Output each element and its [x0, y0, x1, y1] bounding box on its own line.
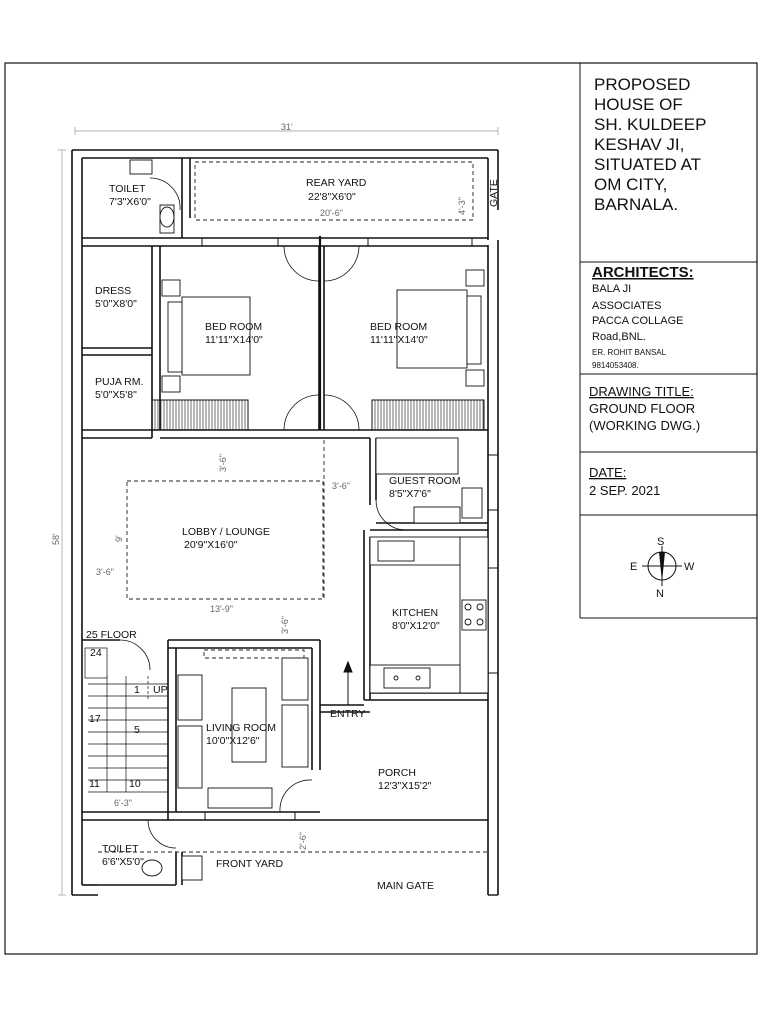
compass-w: W — [684, 561, 695, 573]
stair-1: 1 — [134, 684, 140, 696]
entry-label: ENTRY — [330, 708, 366, 720]
wc-bottom-icon — [182, 856, 202, 880]
drawing-title-line-2: (WORKING DWG.) — [589, 418, 701, 433]
puja-name: PUJA RM. — [95, 376, 144, 388]
architects-line-3: PACCA COLLAGE — [592, 315, 684, 327]
stair-17: 17 — [89, 713, 101, 725]
porch-size: 12'3"X15'2" — [378, 780, 432, 792]
lobby-width-dim: 13'-9" — [210, 604, 233, 614]
toilet-top-name: TOILET — [109, 183, 146, 195]
compass-n: N — [656, 588, 664, 600]
basin-top-icon — [130, 160, 152, 174]
toilet-top-size: 7'3"X6'0" — [109, 196, 151, 208]
lobby-size: 20'9"X16'0" — [184, 539, 238, 551]
main-gate-label: MAIN GATE — [377, 880, 434, 892]
guest-size: 8'5"X7'6" — [389, 488, 431, 500]
guest-gap-dim: 3'-6" — [332, 481, 350, 491]
rear-yard-size: 22'8"X6'0" — [308, 191, 356, 203]
guest-name: GUEST ROOM — [389, 475, 461, 487]
kitchen-name: KITCHEN — [392, 607, 439, 619]
furniture — [130, 160, 488, 880]
project-line-7: BARNALA. — [594, 195, 679, 214]
overall-width-label: 31' — [281, 122, 293, 132]
lobby-gap-dim: 3'-6" — [218, 454, 228, 472]
living-name: LIVING ROOM — [206, 722, 277, 734]
compass-s: S — [657, 536, 665, 548]
lobby-left-dim: 3'-6" — [96, 567, 114, 577]
porch-name: PORCH — [378, 767, 416, 779]
bed-left-name: BED ROOM — [205, 321, 263, 333]
kitchen-gap-dim: 3'-6" — [280, 616, 290, 634]
rear-yard-depth-dim: 4'-3" — [457, 197, 467, 215]
kitchen-size: 8'0"X12'0" — [392, 620, 440, 632]
drawing-title-line-1: GROUND FLOOR — [589, 401, 696, 416]
stair-11: 11 — [89, 778, 100, 790]
rear-yard-name: REAR YARD — [306, 177, 367, 189]
project-line-5: SITUATED AT — [594, 155, 702, 174]
living-size: 10'0"X12'6" — [206, 735, 260, 747]
puja-size: 5'0"X5'8" — [95, 389, 137, 401]
stair-10: 10 — [129, 778, 141, 790]
sofa-bottom-icon — [208, 788, 272, 808]
bed-right-name: BED ROOM — [370, 321, 428, 333]
rear-yard-width-dim: 20'-6" — [320, 208, 343, 218]
sofa-left-icon — [178, 675, 202, 720]
toilet-bottom-size: 6'6"X5'0" — [102, 856, 144, 868]
overall-depth-label: 58' — [51, 533, 61, 545]
front-yard-depth-dim: 2'-6" — [298, 832, 308, 850]
drawing-title-heading: DRAWING TITLE: — [589, 384, 694, 399]
stove-icon — [462, 600, 486, 630]
dress-name: DRESS — [95, 285, 132, 297]
guest-bed-icon — [376, 438, 458, 474]
engineer-phone: 9814053408. — [592, 361, 639, 370]
lobby-name: LOBBY / LOUNGE — [182, 526, 270, 538]
project-line-2: HOUSE OF — [594, 95, 683, 114]
architects-line-2: ASSOCIATES — [592, 300, 662, 312]
entry-arrow-icon — [344, 662, 352, 705]
project-line-3: SH. KULDEEP — [594, 115, 707, 134]
architects-line-4: Road,BNL. — [592, 331, 646, 343]
front-yard-name: FRONT YARD — [216, 858, 284, 870]
title-block — [580, 63, 757, 618]
compass-e: E — [630, 561, 638, 573]
date-value: 2 SEP. 2021 — [589, 483, 661, 498]
bed-right-size: 11'11"X14'0" — [370, 334, 428, 346]
lobby-side-dim: 9' — [114, 535, 124, 542]
floor-level-label: 25 FLOOR — [86, 629, 137, 641]
gate-side-label: GATE — [488, 179, 500, 207]
date-heading: DATE: — [589, 465, 627, 480]
guest-sofa-icon — [414, 507, 460, 523]
dress-size: 5'0"X8'0" — [95, 298, 137, 310]
stair-5: 5 — [134, 724, 140, 736]
architects-heading: ARCHITECTS: — [592, 264, 694, 281]
engineer-name: ER. ROHIT BANSAL — [592, 348, 667, 357]
bed-left-size: 11'11"X14'0" — [205, 334, 263, 346]
sink-icon — [384, 668, 430, 688]
architects-line-1: BALA JI — [592, 283, 632, 295]
project-line-4: KESHAV JI, — [594, 135, 685, 154]
project-line-1: PROPOSED — [594, 75, 691, 94]
compass-icon — [630, 536, 695, 600]
sofa-right-icon — [282, 658, 308, 700]
toilet-bottom-name: TOILET — [102, 843, 139, 855]
project-line-6: OM CITY, — [594, 175, 668, 194]
stair-up: UP — [153, 684, 168, 696]
stair-width-dim: 6'-3" — [114, 798, 132, 808]
stair-24: 24 — [90, 647, 102, 659]
